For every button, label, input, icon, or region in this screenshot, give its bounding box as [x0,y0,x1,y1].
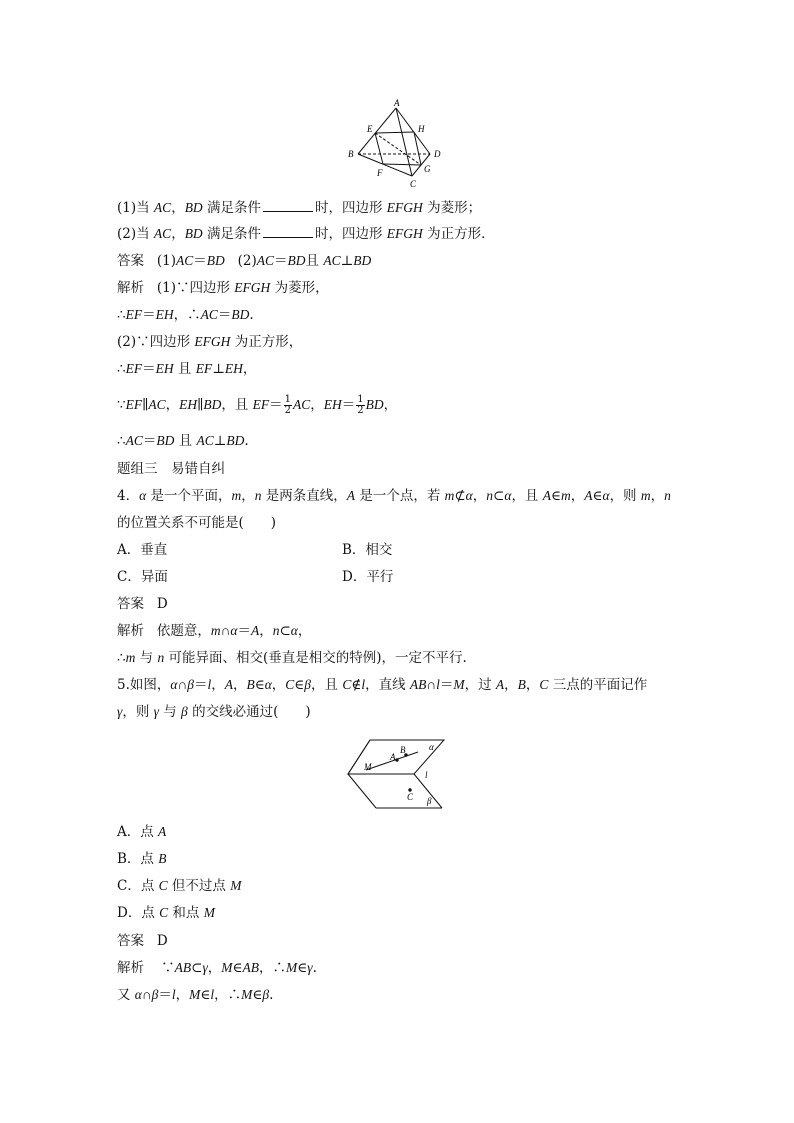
label-B: B [348,149,354,159]
q4-analysis-2: ∴m 与 n 可能异面、相交(垂直是相交的特例)，一定不平行. [117,650,467,666]
q4-stem-2: 的位置关系不可能是( ) [117,515,277,531]
label-C: C [410,179,417,189]
q5-stem-1: 5.如图，α∩β＝l，A，B∈α，C∈β，且 C∉l，直线 AB∩l＝M，过 A，B，C 三点的平面记作 [117,677,648,693]
q4-option-b: B．相交 [342,542,393,558]
q3-analysis-2: ∴EF＝EH，∴AC＝BD. [117,307,254,323]
label-F: F [377,168,383,178]
label-E: E [367,124,373,134]
label-A: A [390,752,396,762]
fraction: $\frac{1}{2}$ [284,394,292,416]
q5-option-d: D．点 C 和点 M [117,905,215,921]
answer-blank [263,199,313,212]
q5-option-c: C．点 C 但不过点 M [117,878,242,894]
label-l: l [425,770,428,780]
label-B: B [400,745,406,755]
q5-analysis-1: 解析 ∵AB⊂γ，M∈AB，∴M∈γ. [117,960,317,976]
tetrahedron-figure [340,96,450,192]
fraction: $\frac{1}{2}$ [357,394,364,416]
q4-answer: 答案 D [117,596,168,612]
q3-analysis-1: 解析 (1)∵四边形 EFGH 为菱形， [117,280,329,296]
q5-answer: 答案 D [117,933,168,949]
q3-analysis-5: ∵EF∥AC，EH∥BD，且 EF＝ $\frac{1}{2}$ AC，EH＝ $\frac{1}{2}$ BD， [117,394,398,416]
answer-blank [263,225,313,238]
label-A: A [394,98,400,108]
q3-analysis-4: ∴EF＝EH 且 EF⊥EH， [117,361,257,377]
q4-option-d: D．平行 [342,569,394,585]
q4-analysis-1: 解析 依题意，m∩α＝A，n⊂α， [117,623,312,639]
q3-analysis-6: ∴AC＝BD 且 AC⊥BD. [117,433,249,449]
q5-analysis-2: 又 α∩β＝l，M∈l，∴M∈β. [117,987,274,1003]
q3-part2: (2)当 AC，BD 满足条件 时，四边形 EFGH 为正方形． [117,226,495,242]
q3-part1: (1)当 AC，BD 满足条件 时，四边形 EFGH 为菱形； [117,200,482,216]
planes-figure [340,736,450,814]
q3-analysis-3: (2)∵四边形 EFGH 为正方形， [117,334,303,350]
label-G: G [424,164,431,174]
group3-title: 题组三 易错自纠 [117,461,225,477]
label-C: C [407,792,414,802]
q4-stem-1: 4．α 是一个平面，m，n 是两条直线，A 是一个点，若 m⊄α，n⊂α，且 A∈m，A∈α，则 m，n [117,488,671,504]
q5-stem-2: γ，则 γ 与 β 的交线必通过( ) [117,704,311,720]
q4-option-a: A．垂直 [117,542,168,558]
q5-option-b: B．点 B [117,851,167,867]
label-M: M [364,762,372,772]
q5-option-a: A．点 A [117,824,167,840]
label-beta: β [427,796,432,806]
q4-option-c: C．异面 [117,569,168,585]
label-D: D [434,149,441,159]
label-H: H [418,124,425,134]
q3-answer: 答案 (1)AC＝BD (2)AC＝BD且 AC⊥BD [117,253,372,269]
label-alpha: α [429,742,434,752]
